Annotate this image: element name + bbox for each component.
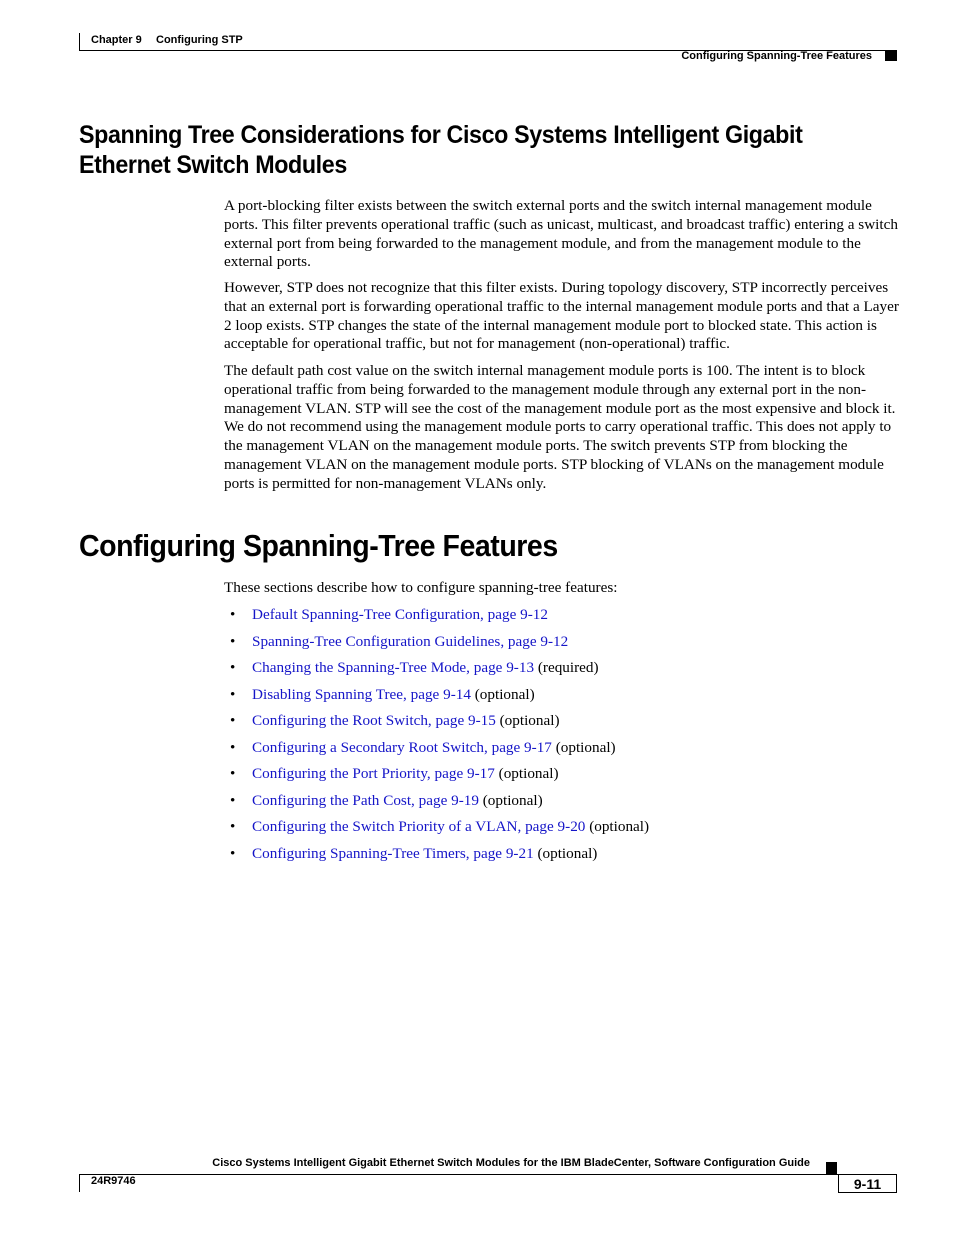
list-item (224, 685, 904, 712)
header-chapter: Chapter 9 (91, 34, 142, 46)
link-default-config[interactable]: Default Spanning-Tree Configuration, page 9-12 (252, 606, 548, 623)
list-item (224, 817, 904, 844)
footer-vertical-rule (79, 1174, 80, 1192)
link-switch-priority[interactable]: Configuring the Switch Priority of a VLAN, page 9-20 (252, 818, 586, 835)
link-suffix: (required) (534, 659, 599, 676)
link-path-cost[interactable]: Configuring the Path Cost, page 9-19 (252, 791, 479, 809)
header-section-title: Configuring Spanning-Tree Features (681, 50, 872, 62)
list-item (224, 738, 904, 765)
bullet-icon: • (230, 738, 236, 756)
list-item (224, 711, 904, 738)
list-item (224, 658, 904, 685)
footer-rule (79, 1174, 839, 1175)
section-heading-configuring: Configuring Spanning-Tree Features (79, 528, 558, 563)
footer-guide-title: Cisco Systems Intelligent Gigabit Ethernet Switch Modules for the IBM BladeCenter, Software Configuration Guide (212, 1157, 810, 1169)
link-config-guidelines[interactable]: Spanning-Tree Configuration Guidelines, page 9-12 (252, 632, 569, 650)
list-item (224, 605, 904, 632)
list-item (224, 632, 904, 659)
paragraph-2: However, STP does not recognize that this filter exists. During topology discovery, STP incorrectly perceives that an external port is forwarding operational traffic to the internal management module ports and that a Layer 2 loop exists. STP changes the state of the internal management module port to blocked state. This action is acceptable for operational traffic, but not for management (non-operational) traffic. (224, 279, 899, 353)
bullet-icon: • (230, 685, 236, 703)
footer-doc-number: 24R9746 (91, 1175, 136, 1187)
link-suffix: (optional) (495, 712, 560, 729)
paragraph-3: The default path cost value on the switch internal management module ports is 100. The intent is to block operational traffic from being forwarded to the management module through any external port in the non-management VLAN. STP will see the cost of the management module port as the most expensive and block it. We do not recommend using the management module ports to carry operational traffic. This does not apply to the management VLAN on the management module ports. The switch prevents STP from blocking the management VLAN on the management module ports. STP blocking of VLANs on the management module ports is permitted for non-management VLANs only. (224, 362, 896, 492)
section-heading-considerations: Spanning Tree Considerations for Cisco Systems Intelligent Gigabit Ethernet Switch Modules (79, 121, 803, 179)
footer-page-number: 9-11 (838, 1174, 897, 1193)
bullet-icon: • (230, 632, 236, 650)
feature-link-list (224, 605, 904, 870)
link-suffix: (optional) (494, 765, 559, 782)
list-item (224, 764, 904, 791)
link-changing-mode[interactable]: Changing the Spanning-Tree Mode, page 9-13 (252, 659, 535, 676)
bullet-icon: • (230, 844, 236, 862)
link-suffix: (optional) (551, 738, 616, 756)
footer-marker-block (826, 1162, 837, 1174)
bullet-icon: • (230, 606, 236, 623)
link-suffix: (optional) (478, 791, 543, 809)
link-port-priority[interactable]: Configuring the Port Priority, page 9-17 (252, 765, 495, 782)
link-secondary-root[interactable]: Configuring a Secondary Root Switch, page 9-17 (252, 738, 552, 756)
link-suffix: (optional) (533, 844, 598, 862)
intro-text: These sections describe how to configure spanning-tree features: (224, 579, 618, 596)
link-suffix: (optional) (470, 685, 535, 703)
list-item (224, 844, 904, 871)
header-chapter-title: Configuring STP (156, 34, 243, 46)
header-marker-block (885, 50, 897, 61)
bullet-icon: • (230, 712, 236, 729)
paragraph-1: A port-blocking filter exists between the switch external ports and the switch internal management module ports. This filter prevents operational traffic (such as unicast, multicast, and broadcast traffic) entering a switch external port from being forwarded to the management module, and from the management module to the external ports. (224, 197, 898, 271)
link-suffix: (optional) (585, 818, 650, 835)
bullet-icon: • (230, 818, 236, 835)
header-vertical-rule (79, 33, 80, 50)
bullet-icon: • (230, 659, 236, 676)
list-item (224, 791, 904, 818)
link-disabling-stp[interactable]: Disabling Spanning Tree, page 9-14 (252, 685, 471, 703)
bullet-icon: • (230, 791, 236, 809)
bullet-icon: • (230, 765, 236, 782)
link-root-switch[interactable]: Configuring the Root Switch, page 9-15 (252, 712, 496, 729)
link-stp-timers[interactable]: Configuring Spanning-Tree Timers, page 9-21 (252, 844, 534, 862)
